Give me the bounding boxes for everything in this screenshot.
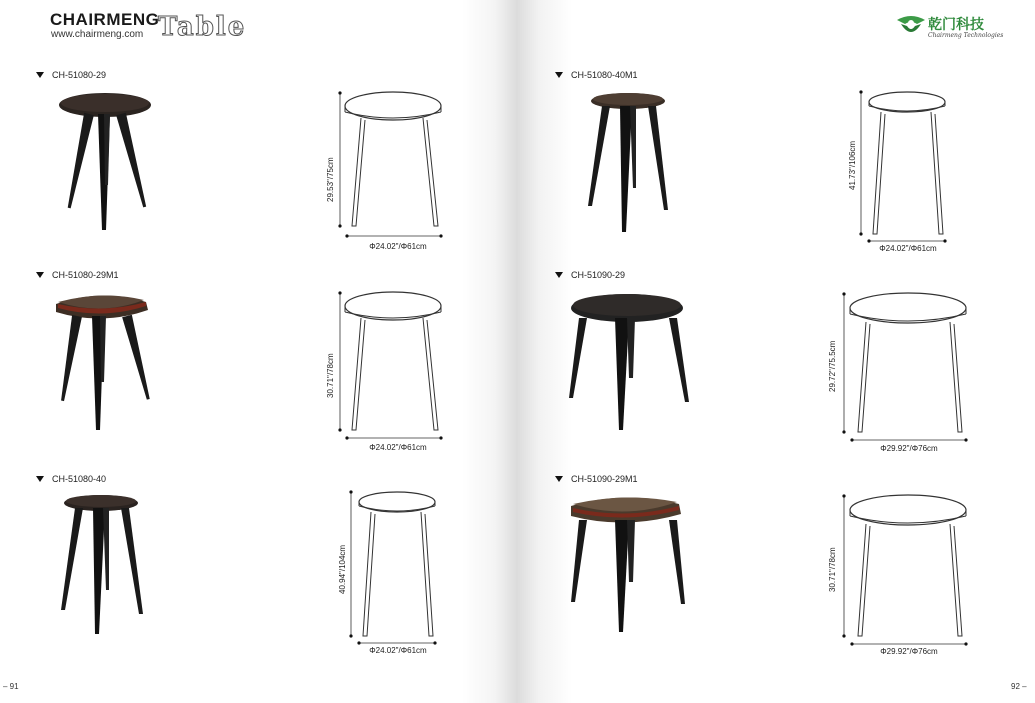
product-photo	[44, 290, 164, 435]
table-top	[593, 93, 663, 105]
page-number-left: – 91	[3, 682, 19, 691]
brand-name: CHAIRMENG	[50, 10, 160, 29]
height-dimension: 41.73"/106cm	[848, 140, 857, 190]
product-code-text: CH-51090-29	[571, 270, 626, 280]
product-code	[555, 70, 638, 80]
height-dimension: 40.94"/104cm	[338, 544, 347, 594]
product-code	[555, 474, 638, 484]
brand-url: www.chairmeng.com	[51, 29, 144, 40]
dimension-drawing	[335, 88, 450, 243]
width-dimension: Φ24.02"/Φ61cm	[369, 242, 427, 251]
logo-mark-icon	[895, 10, 927, 42]
product-code	[36, 70, 106, 80]
product-code-text: CH-51080-29M1	[52, 270, 119, 280]
width-dimension: Φ24.02"/Φ61cm	[369, 646, 427, 655]
height-dimension: 29.72"/75.5cm	[828, 340, 837, 392]
category-title: Table	[158, 12, 247, 42]
width-dimension: Φ24.02"/Φ61cm	[879, 244, 937, 253]
width-dimension: Φ29.92"/Φ76cm	[880, 444, 938, 453]
product-photo	[44, 90, 164, 235]
table-top	[573, 294, 681, 316]
height-dimension: 30.71"/78cm	[326, 353, 335, 398]
product-code	[555, 270, 625, 280]
product-code	[36, 474, 106, 484]
book-gutter	[462, 0, 572, 703]
page-number-right: 92 –	[1011, 682, 1027, 691]
triangle-bullet-icon	[36, 476, 44, 482]
product-code-text: CH-51080-40M1	[571, 70, 638, 80]
product-photo	[565, 492, 695, 637]
triangle-bullet-icon	[36, 272, 44, 278]
product-code-text: CH-51080-29	[52, 70, 107, 80]
triangle-bullet-icon	[555, 72, 563, 78]
dimension-drawing	[840, 490, 970, 650]
logo-chinese-text: 乾门科技	[928, 17, 984, 33]
width-dimension: Φ24.02"/Φ61cm	[369, 443, 427, 452]
triangle-bullet-icon	[36, 72, 44, 78]
product-code	[36, 270, 119, 280]
product-code-text: CH-51080-40	[52, 474, 107, 484]
table-top	[61, 94, 149, 112]
width-dimension: Φ29.92"/Φ76cm	[880, 647, 938, 656]
company-logo	[895, 10, 1005, 46]
product-photo	[565, 290, 695, 435]
dimension-drawing	[335, 288, 450, 443]
triangle-bullet-icon	[555, 476, 563, 482]
dimension-drawing	[840, 288, 970, 446]
height-dimension: 29.53"/75cm	[326, 157, 335, 202]
logo-english-text: Chairmeng Technologies	[928, 32, 1004, 39]
product-code-text: CH-51090-29M1	[571, 474, 638, 484]
product-photo	[55, 492, 155, 638]
dimension-drawing	[345, 488, 440, 646]
triangle-bullet-icon	[555, 272, 563, 278]
height-dimension: 30.71"/78cm	[828, 547, 837, 592]
dimension-drawing	[855, 88, 950, 246]
product-photo	[582, 90, 682, 236]
table-top	[66, 495, 136, 507]
